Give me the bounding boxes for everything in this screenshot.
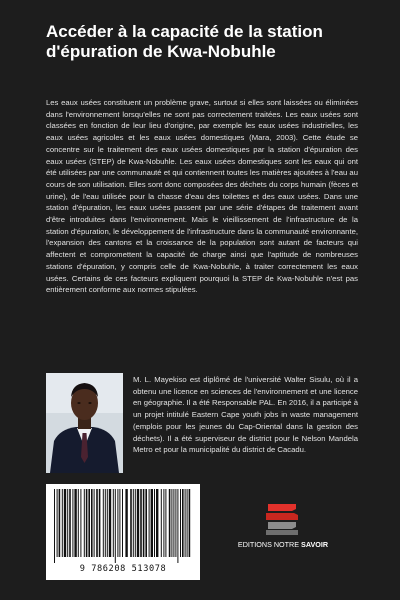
barcode-bars	[52, 489, 194, 563]
publisher-name	[230, 540, 336, 549]
publisher-logo-icon	[262, 500, 302, 536]
isbn-barcode	[46, 484, 200, 580]
isbn-digits: 9 786208 513078	[79, 564, 167, 574]
author-portrait-icon	[46, 373, 123, 473]
author-bio: M. L. Mayekiso est diplômé de l'université Walter Sisulu, où il a obtenu une licence en sciences de l'environnement et une licence en géographie. Il a été Responsable PAL. En 2016, il a participé à un projet intitulé Eastern Cape youth jobs in waste management (emplois pour les jeunes du Cap-Oriental dans la gestion des déchets). Il a été superviseur de district pour le Nelson Mandela Metro et pour la municipalité du district de Cacadu.	[133, 375, 358, 455]
publisher-name-light: EDITIONS NOTRE	[237, 540, 302, 549]
author-photo	[46, 373, 123, 473]
book-description: Les eaux usées constituent un problème grave, surtout si elles sont laissées ou éliminées dans l'environnement lorsqu'elles ne sont pas correctement traitées. Les eaux usées sont classées en fonction de leur lieu d'origine, par exemple les eaux usées industrielles, les eaux usées agricoles et les eaux usées domestiques (Mara, 2003). Cette étude se concentre sur le traitement des eaux usées domestiques par la station d'épuration des eaux usées (STEP) de Kwa-Nobuhle. Les eaux usées domestiques sont les eaux qui ont été utilisées par une communauté et qui contiennent toutes les matières ajoutées à l'eau au cours de son utilisation. Elles sont donc composées des déchets du corps humain (fèces et urine), de l'eau utilisée pour la chasse d'eau des toilettes et des eaux usées. Dans une station d'épuration, les eaux usées passent par une série d'étapes de traitement avant d'être introduites dans l'environnement. Mais le vieillissement de l'infrastructure de la station d'épuration, le développement de l'infrastructure dans la communauté environnante, l'expansion des cantons et la croissance de la population sont autant de facteurs qui affectent et compromettent la capacité de charge ainsi que l'aptitude de nombreuses stations d'épuration, y compris celle de Kwa-Nobuhle, à traiter correctement les eaux usées. Certains de ces facteurs expliquent pourquoi la STEP de Kwa-Nobuhle n'est pas entièrement conforme aux normes stipulées.	[46, 98, 358, 295]
book-title: Accéder à la capacité de la station d'épuration de Kwa-Nobuhle	[46, 22, 323, 61]
publisher-name-bold: SAVOIR	[301, 540, 329, 549]
